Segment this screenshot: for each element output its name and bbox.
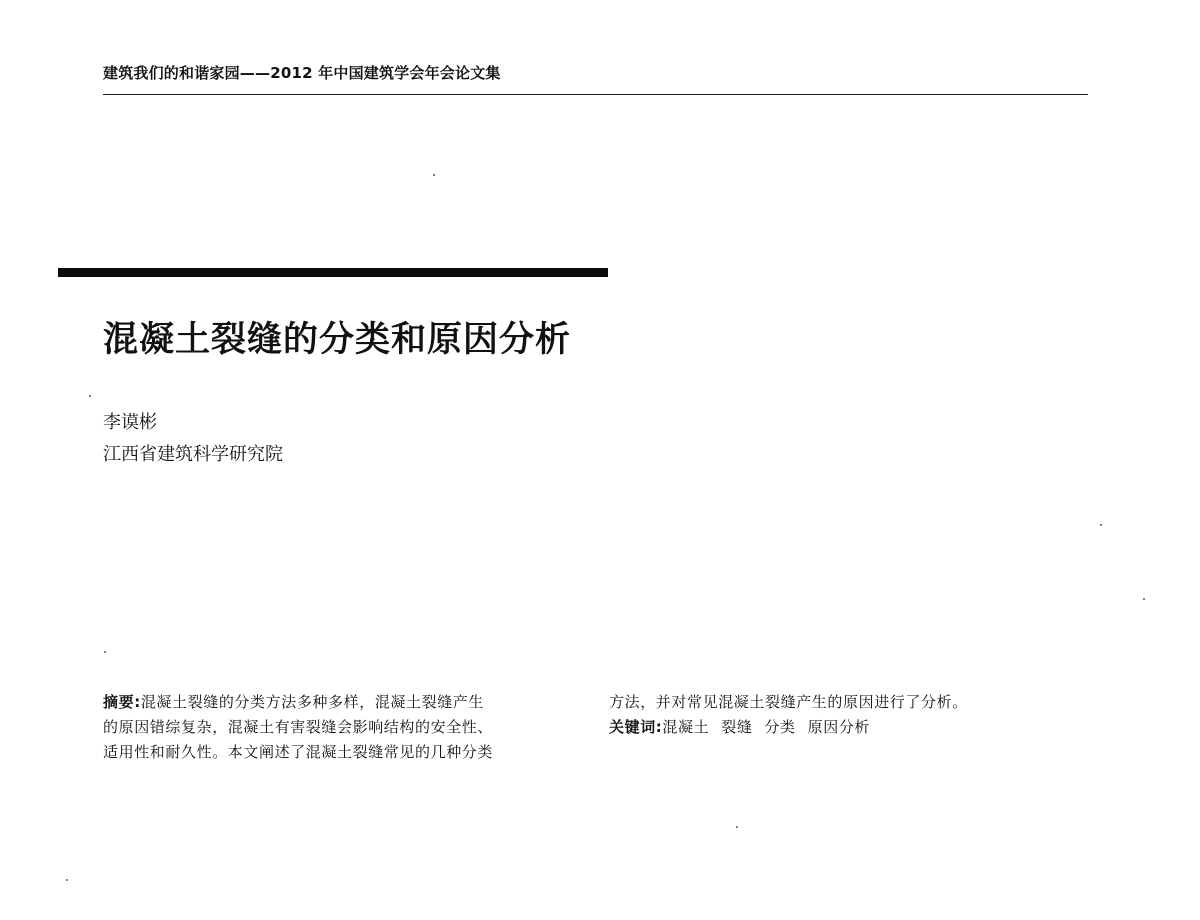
abstract-line-3: 适用性和耐久性。本文阐述了混凝土裂缝常见的几种分类 — [103, 743, 494, 761]
abstract-line-2: 的原因错综复杂，混凝土有害裂缝会影响结构的安全性、 — [103, 718, 494, 736]
keywords-label: 关键词: — [609, 718, 663, 736]
abstract-line-1 — [103, 690, 588, 715]
scan-speck — [736, 826, 738, 828]
keyword-1: 混凝土 — [662, 718, 710, 736]
scan-speck — [89, 395, 91, 397]
keyword-3: 分类 — [764, 718, 796, 736]
keywords-line — [609, 715, 1069, 740]
scan-speck — [1143, 598, 1145, 600]
abstract-label: 摘要: — [103, 693, 141, 711]
title-bar — [58, 268, 608, 277]
abstract-left-column — [103, 690, 588, 765]
header-rule — [103, 94, 1088, 95]
abstract-right-column — [609, 690, 1069, 740]
abstract-text-1: 混凝土裂缝的分类方法多种多样，混凝土裂缝产生 — [140, 693, 485, 711]
author-name: 李谟彬 — [103, 412, 157, 433]
keyword-4: 原因分析 — [807, 718, 871, 736]
keyword-2: 裂缝 — [721, 718, 753, 736]
author-affiliation: 江西省建筑科学研究院 — [103, 444, 283, 465]
running-header: 建筑我们的和谐家园——2012 年中国建筑学会年会论文集 — [103, 64, 501, 82]
scan-speck — [433, 174, 435, 176]
scan-speck — [66, 879, 68, 881]
paper-title: 混凝土裂缝的分类和原因分析 — [103, 320, 572, 360]
scan-speck — [1100, 524, 1102, 526]
abstract-line-4: 方法，并对常见混凝土裂缝产生的原因进行了分析。 — [609, 693, 968, 711]
scan-speck — [104, 651, 106, 653]
